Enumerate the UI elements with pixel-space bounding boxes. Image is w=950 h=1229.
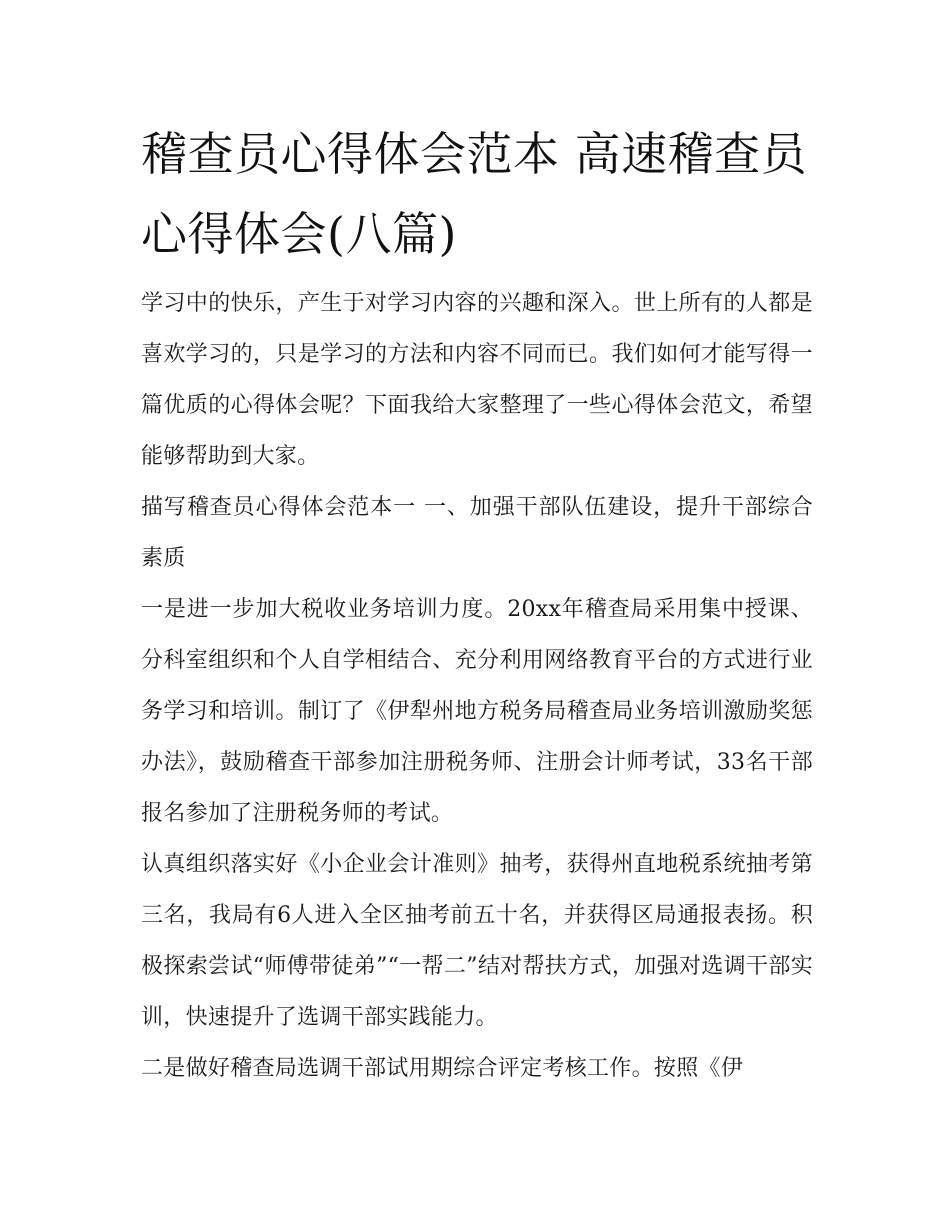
exam-paragraph: 认真组织落实好《小企业会计准则》抽考，获得州直地税系统抽考第三名，我局有6人进入全区抽考前五十名，并获得区局通报表扬。积极探索尝试“师傅带徒弟”“一帮二”结对帮扶方式，加强对选调干部实训，快速提升了选调干部实践能力。: [141, 852, 813, 1030]
document-title: 稽查员心得体会范本 高速稽查员心得体会(八篇): [141, 127, 808, 261]
intro-paragraph: 学习中的快乐，产生于对学习内容的兴趣和深入。世上所有的人都是喜欢学习的，只是学习的方法和内容不同而已。我们如何才能写得一篇优质的心得体会呢？下面我给大家整理了一些心得体会范文，希望能够帮助到大家。: [141, 291, 813, 469]
training-paragraph: 一是进一步加大税收业务培训力度。20xx年稽查局采用集中授课、分科室组织和个人自学相结合、充分利用网络教育平台的方式进行业务学习和培训。制订了《伊犁州地方税务局稽查局业务培训激励奖惩办法》，鼓励稽查干部参加注册税务师、注册会计师考试，33名干部报名参加了注册税务师的考试。: [141, 597, 813, 826]
assessment-paragraph: 二是做好稽查局选调干部试用期综合评定考核工作。按照《伊: [141, 1056, 744, 1081]
section-heading-paragraph: 描写稽查员心得体会范本一 一、加强干部队伍建设，提升干部综合素质: [141, 495, 813, 571]
document-body: [141, 278, 813, 1094]
